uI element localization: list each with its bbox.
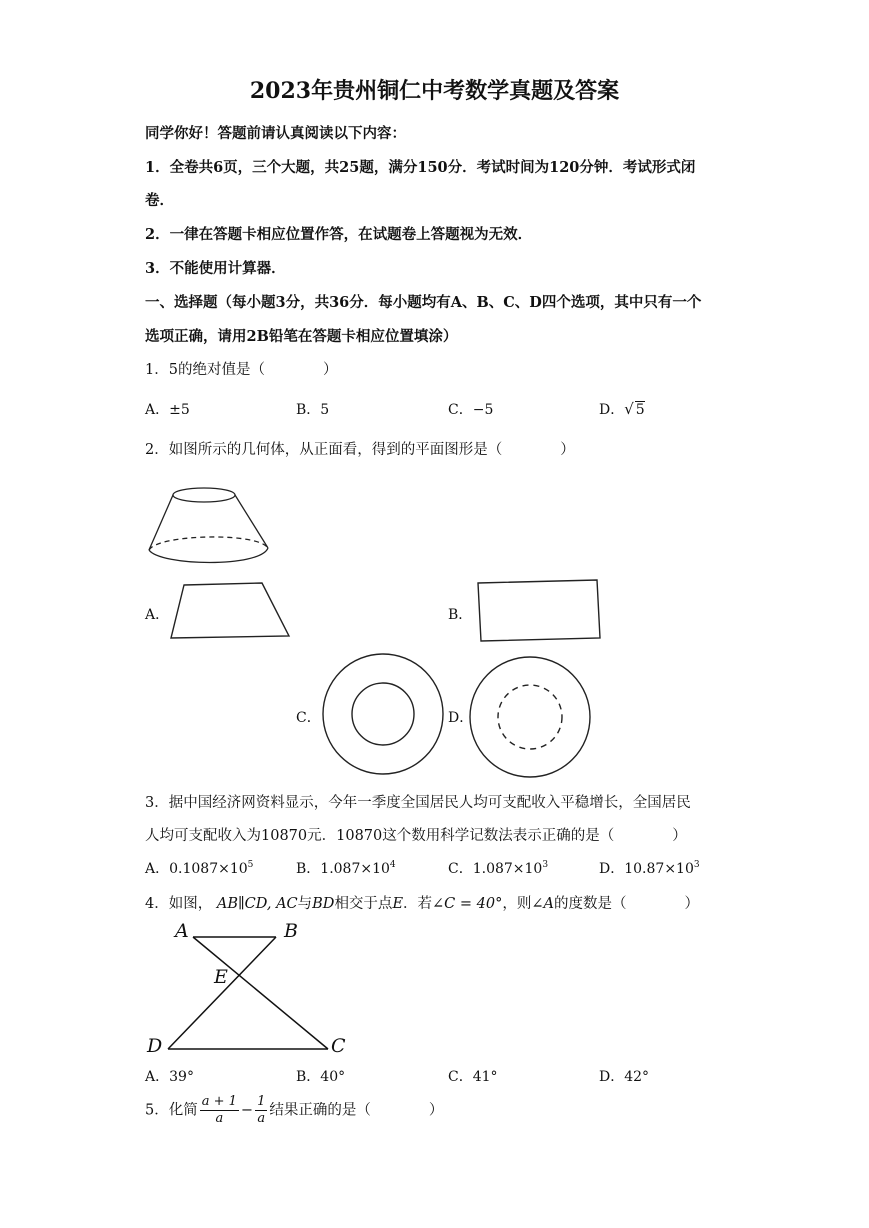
point-label-b: B	[284, 920, 298, 942]
section-1-heading-line-1: 一、选择题（每小题3分，共36分．每小题均有A、B、C、D四个选项，其中只有一个	[145, 294, 702, 311]
q3-option-b-base: 1.087×10	[320, 861, 390, 877]
q4-option-d-label: D．	[599, 1069, 625, 1085]
q5-stem-prefix: 5．化简	[145, 1102, 198, 1119]
point-label-a: A	[175, 920, 189, 942]
q3-option-d-label: D．	[599, 861, 625, 877]
q5-fraction-2-numerator: 1	[257, 1094, 266, 1109]
q1-option-d-radicand: 5	[635, 402, 645, 418]
q1-option-c: C．−5	[448, 402, 494, 418]
q4-option-a-value: 39°	[169, 1069, 194, 1085]
q4-option-a-label: A．	[145, 1069, 170, 1085]
q3-option-b-exponent: 4	[389, 860, 396, 870]
q1-option-d: D．√ 5	[599, 400, 645, 418]
section-1-heading-line-2: 选项正确，请用2B铅笔在答题卡相应位置填涂）	[145, 328, 458, 345]
q4-stem-text-2: 相交于点	[334, 896, 393, 912]
instruction-item-1-line-2: 卷．	[145, 192, 174, 209]
q1-option-b: B．5	[296, 402, 330, 418]
q4-option-c-label: C．	[448, 1069, 473, 1085]
q3-option-c-label: C．	[448, 861, 473, 877]
q4-stem-math-3: E	[392, 896, 404, 912]
q3-option-a-label: A．	[145, 861, 170, 877]
q2-option-a-label: A．	[145, 607, 170, 623]
question-5-stem	[145, 1094, 443, 1127]
q4-option-c	[448, 1066, 498, 1086]
question-2-stem: 2．如图所示的几何体，从正面看，得到的平面图形是（ ）	[145, 442, 575, 458]
q4-stem-math-5: ∠A	[531, 896, 554, 912]
page-title: 2023年贵州铜仁中考数学真题及答案	[249, 78, 620, 104]
q4-stem-math-4: ∠C = 40°	[432, 896, 503, 912]
q4-option-d-value: 42°	[624, 1069, 650, 1085]
q4-option-b-label: B．	[296, 1069, 321, 1085]
q3-option-c-base: 1.087×10	[472, 861, 543, 877]
point-label-c: C	[331, 1035, 346, 1057]
q4-stem-text-1: 与	[297, 896, 313, 912]
point-label-d: D	[147, 1035, 163, 1057]
instructions-greeting: 同学你好！答题前请认真阅读以下内容：	[145, 125, 406, 142]
q5-minus-sign: −	[240, 1102, 254, 1119]
q4-option-d	[599, 1066, 649, 1086]
q4-stem-math-1: AB∥CD, AC	[216, 896, 298, 912]
q3-option-a-base: 0.1087×10	[169, 861, 248, 877]
q4-stem-math-2: BD	[312, 896, 335, 912]
q1-option-d-label: D．	[599, 402, 625, 418]
instruction-item-2: 2．一律在答题卡相应位置作答，在试题卷上答题视为无效．	[145, 226, 533, 243]
question-3-line-2: 人均可支配收入为10870元．10870这个数用科学记数法表示正确的是（ ）	[145, 828, 687, 844]
q4-stem-text-4: ，则	[502, 896, 532, 912]
q1-option-a: A．±5	[145, 402, 190, 418]
question-3-line-1: 3．据中国经济网资料显示，今年一季度全国居民人均可支配收入平稳增长，全国居民	[145, 795, 691, 811]
q4-option-b-value: 40°	[320, 1069, 346, 1085]
q3-option-b-label: B．	[296, 861, 321, 877]
q5-fraction-1-numerator: a + 1	[201, 1094, 237, 1109]
q4-option-b	[296, 1066, 345, 1086]
q4-stem-prefix: 4．如图，	[145, 896, 213, 912]
point-label-e: E	[214, 966, 228, 988]
q2-option-b-label: B．	[448, 607, 473, 623]
q4-option-a	[145, 1066, 194, 1086]
q2-option-c-label: C．	[296, 710, 321, 726]
q3-option-a-exponent: 5	[247, 860, 254, 870]
q3-option-d-base: 10.87×10	[624, 861, 694, 877]
q4-stem-text-3: ．若	[403, 896, 433, 912]
q2-option-d-label: D．	[448, 710, 474, 726]
instruction-item-1-line-1: 1．全卷共6页，三个大题，共25题，满分150分．考试时间为120分钟．考试形式闭	[145, 159, 696, 176]
q4-option-c-value: 41°	[472, 1069, 498, 1085]
q3-option-c-exponent: 3	[542, 860, 549, 870]
question-1-stem: 1．5的绝对值是（ ）	[145, 362, 338, 378]
q5-stem-suffix: 结果正确的是（ ）	[269, 1102, 444, 1119]
q3-option-d-exponent: 3	[693, 860, 700, 870]
q5-fraction-2-denominator: a	[257, 1111, 266, 1126]
instruction-item-3: 3．不能使用计算器．	[145, 260, 286, 277]
q5-fraction-2	[255, 1094, 267, 1127]
q5-fraction-1	[200, 1094, 239, 1127]
q5-fraction-1-denominator: a	[215, 1111, 224, 1126]
q4-stem-suffix: 的度数是（ ）	[553, 896, 699, 912]
